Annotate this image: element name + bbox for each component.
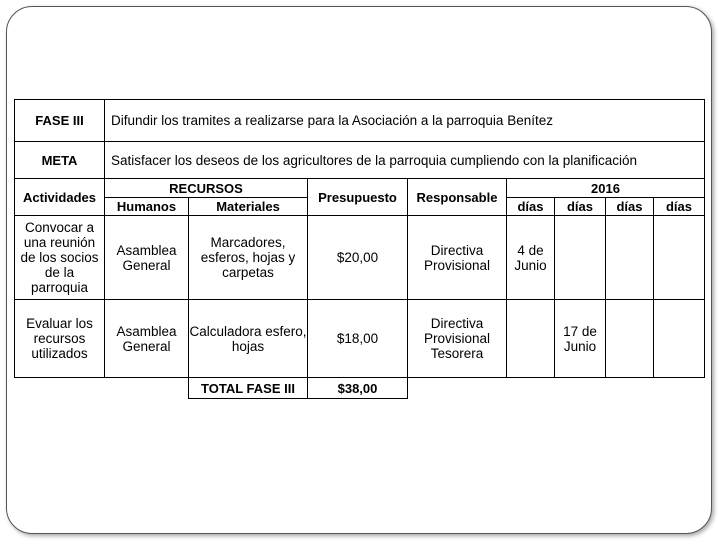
table-row — [15, 216, 705, 300]
humanos-header: Humanos — [105, 198, 189, 216]
header-row-top — [15, 179, 705, 198]
total-value: $38,00 — [308, 378, 408, 399]
dia-cell-1 — [507, 300, 555, 378]
dias-header-1: días — [507, 198, 555, 216]
actividad-cell: Convocar a una reunión de los socios de la parroquia — [15, 216, 105, 300]
dia-cell-2: 17 de Junio — [555, 300, 606, 378]
fase-text: Difundir los tramites a realizarse para la Asociación a la parroquia Benítez — [105, 100, 705, 142]
dia-cell-4 — [654, 216, 705, 300]
dia-cell-3 — [606, 300, 654, 378]
responsable-cell: Directiva Provisional Tesorera — [408, 300, 507, 378]
dias-header-2: días — [555, 198, 606, 216]
humanos-cell: Asamblea General — [105, 300, 189, 378]
dia-cell-3 — [606, 216, 654, 300]
meta-row — [15, 142, 705, 179]
presupuesto-cell: $20,00 — [308, 216, 408, 300]
dia-cell-2 — [555, 216, 606, 300]
meta-label: META — [15, 142, 105, 179]
actividades-header: Actividades — [15, 179, 105, 216]
total-label: TOTAL FASE III — [189, 378, 308, 399]
dias-header-4: días — [654, 198, 705, 216]
humanos-cell: Asamblea General — [105, 216, 189, 300]
table-row — [15, 300, 705, 378]
materiales-cell: Calculadora esfero, hojas — [189, 300, 308, 378]
year-header: 2016 — [507, 179, 705, 198]
meta-text: Satisfacer los deseos de los agricultores de la parroquia cumpliendo con la planificación — [105, 142, 705, 179]
actividad-cell: Evaluar los recursos utilizados — [15, 300, 105, 378]
fase-label: FASE III — [15, 100, 105, 142]
dias-header-3: días — [606, 198, 654, 216]
plan-table — [14, 99, 705, 399]
responsable-cell: Directiva Provisional — [408, 216, 507, 300]
total-row — [15, 378, 705, 399]
recursos-header: RECURSOS — [105, 179, 308, 198]
dia-cell-1: 4 de Junio — [507, 216, 555, 300]
presupuesto-header: Presupuesto — [308, 179, 408, 216]
dia-cell-4 — [654, 300, 705, 378]
total-spacer-right — [408, 378, 705, 399]
materiales-header: Materiales — [189, 198, 308, 216]
fase-row — [15, 100, 705, 142]
responsable-header: Responsable — [408, 179, 507, 216]
total-spacer — [15, 378, 189, 399]
presupuesto-cell: $18,00 — [308, 300, 408, 378]
materiales-cell: Marcadores, esferos, hojas y carpetas — [189, 216, 308, 300]
